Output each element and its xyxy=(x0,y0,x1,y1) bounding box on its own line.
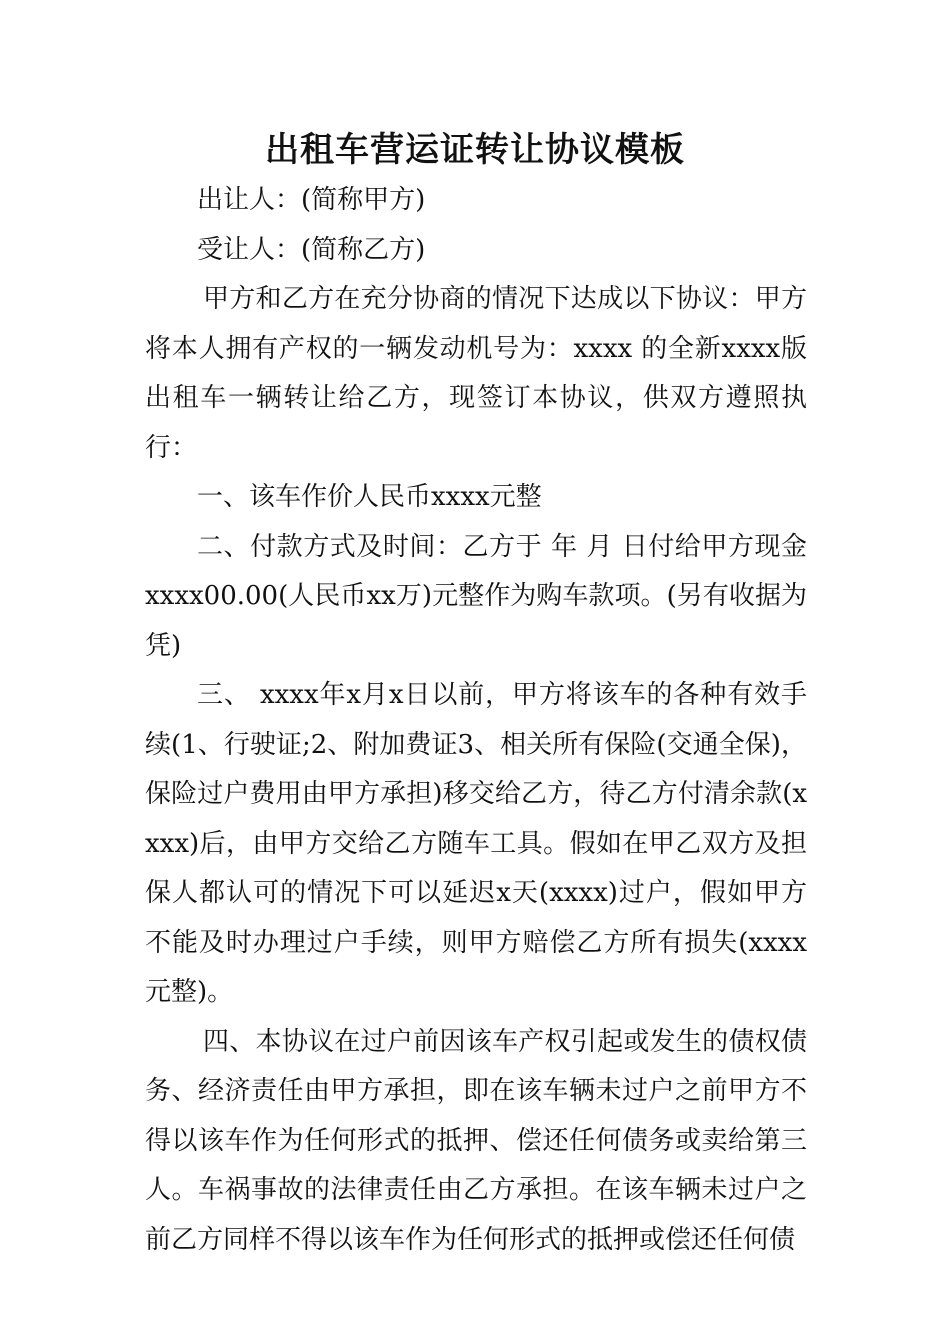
paragraph-transferor: 出让人：(简称甲方) xyxy=(197,185,426,215)
paragraph-agreement-intro: 甲方和乙方在充分协商的情况下达成以下协议：甲方将本人拥有产权的一辆发动机号为：xxxx 的全新xxxx版出租车一辆转让给乙方，现签订本协议，供双方遵照执行： xyxy=(145,284,807,463)
paragraph-clause-2: 二、付款方式及时间：乙方于 年 月 日付给甲方现金xxxx00.00(人民币xx万)元整作为购车款项。(另有收据为凭) xyxy=(145,531,807,661)
paragraph-transferee: 受让人：(简称乙方) xyxy=(197,234,426,265)
document-title: 出租车营运证转让协议模板 xyxy=(265,130,685,170)
paragraph-clause-1: 一、该车作价人民币xxxx元整 xyxy=(197,482,542,512)
paragraph-clause-4: 四、本协议在过户前因该车产权引起或发生的债权债务、经济责任由甲方承担，即在该车辆未过户之前甲方不得以该车作为任何形式的抵押、偿还任何债务或卖给第三人。车祸事故的法律责任由乙方承担。在该车辆未过户之前乙方同样不得以该车作为任何形式的抵押或偿还任何债 xyxy=(145,1026,807,1255)
paragraph-clause-3: 三、 xxxx年x月x日以前，甲方将该车的各种有效手续(1、行驶证;2、附加费证3、相关所有保险(交通全保)，保险过户费用由甲方承担)移交给乙方，待乙方付清余款(xxxx)后，由甲方交给乙方随车工具。假如在甲乙双方及担保人都认可的情况下可以延迟x天(xxxx)过户，假如甲方不能及时办理过户手续，则甲方赔偿乙方所有损失(xxxx元整)。 xyxy=(145,680,807,1007)
document-body xyxy=(145,176,807,1265)
